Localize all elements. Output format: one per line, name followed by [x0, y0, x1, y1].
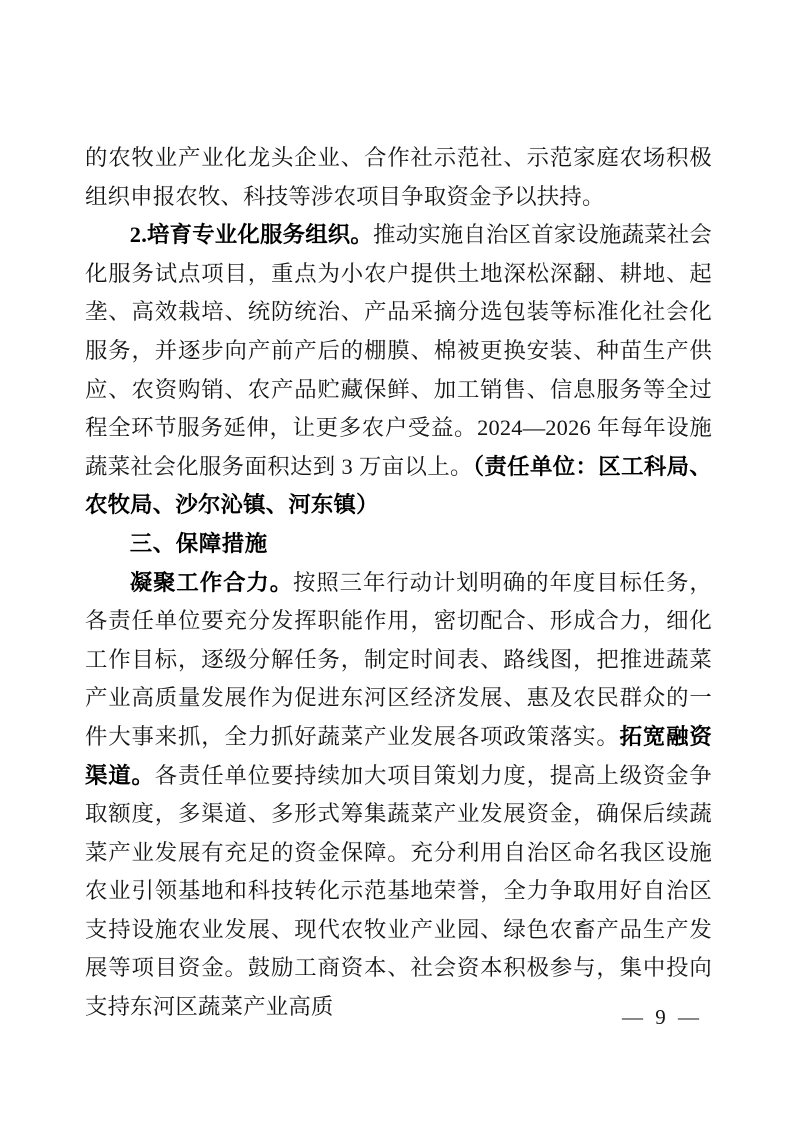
text-run: 按照三年行动计划明确的年度目标任务，各责任单位要充分发挥职能作用，密切配合、形成合力，细化工作目标，逐级分解任务，制定时间表、路线图，把推进蔬菜产业高质量发展作为促进东河区经济发展、惠及农民群众的一件大事来抓，全力抓好蔬菜产业发展各项政策落实。 [85, 569, 712, 749]
text-run: 各责任单位要持续加大项目策划力度，提高上级资金争取额度，多渠道、多形式筹集蔬菜产业发展资金，确保后续蔬菜产业发展有充足的资金保障。充分利用自治区命名我区设施农业引领基地和科技转化示范基地荣誉，全力争取用好自治区支持设施农业发展、现代农牧业产业园、绿色农畜产品生产发展等项目资金。鼓励工商资本、社会资本积极参与，集中投向支持东河区蔬菜产业高质 [85, 762, 712, 1020]
paragraph-cohesion-and-financing [85, 564, 712, 1027]
text-run: 推动实施自治区首家设施蔬菜社会化服务试点项目，重点为小农户提供土地深松深翻、耕地、起垄、高效栽培、统防统治、产品采摘分选包装等标准化社会化服务，并逐步向产前产后的棚膜、棉被更换安装、种苗生产供应、农资购销、农产品贮藏保鲜、加工销售、信息服务等全过程全环节服务延伸，让更多农户受益。2024—2026 年每年设施蔬菜社会化服务面积达到 3 万亩以上。 [85, 222, 712, 479]
bold-run-financing-heading: 拓宽融资渠道。 [85, 723, 712, 788]
paragraph-continuation [85, 139, 712, 216]
paragraph-cultivate-service-organizations [85, 216, 712, 525]
heading-text: 三、保障措施 [129, 530, 268, 556]
bold-run-item-heading: 2.培育专业化服务组织。 [129, 222, 373, 248]
text-run: 的农牧业产业化龙头企业、合作社示范社、示范家庭农场积极组织申报农牧、科技等涉农项目争取资金予以扶持。 [85, 145, 712, 209]
section-heading-safeguard-measures [85, 525, 712, 564]
page-number: — 9 — [622, 1005, 699, 1029]
bold-run-responsible-units: （责任单位：区工科局、农牧局、沙尔沁镇、河东镇） [85, 453, 712, 518]
bold-run-cohesion-heading: 凝聚工作合力。 [129, 569, 294, 595]
document-text-block [85, 139, 712, 1027]
page-footer [622, 1002, 699, 1032]
